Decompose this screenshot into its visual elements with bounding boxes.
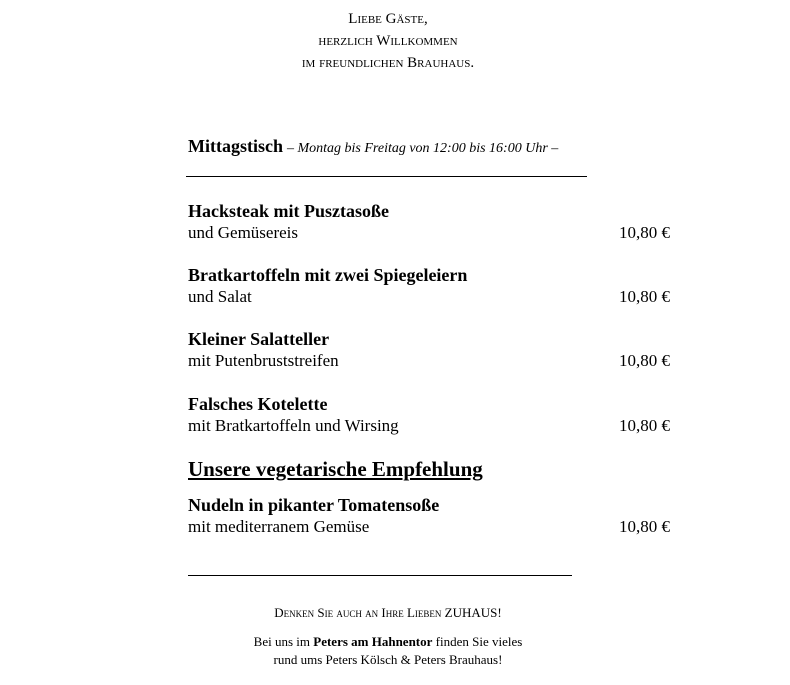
footer-tagline: Denken Sie auch an Ihre Lieben ZUHAUS! — [274, 605, 502, 620]
menu-item — [188, 200, 670, 244]
mittagstisch-title: Mittagstisch — [188, 136, 283, 156]
menu-item-name: Hacksteak mit Pusztasoße — [188, 201, 389, 221]
menu-item-description: und Salat — [188, 287, 252, 306]
greeting-line-2: herzlich Willkommen — [318, 33, 458, 49]
footer-divider — [188, 575, 572, 576]
vegetarian-menu-item — [188, 494, 670, 538]
menu-item-price: 10,80 € — [619, 223, 670, 242]
greeting — [0, 8, 776, 74]
menu-item-description: mit mediterranem Gemüse — [188, 517, 370, 536]
menu-item-name: Nudeln in pikanter Tomatensoße — [188, 495, 440, 515]
footer-promo-post: finden Sie vieles — [432, 634, 523, 649]
menu-item-description: mit Putenbruststreifen — [188, 351, 339, 370]
menu-item — [188, 328, 670, 372]
greeting-line-3: im freundlichen Brauhaus. — [301, 55, 475, 71]
vegetarian-heading: Unsere vegetarische Empfehlung — [188, 457, 483, 481]
menu-item — [188, 393, 670, 437]
greeting-line-1: Liebe Gäste, — [348, 11, 428, 27]
mittagstisch-hours: – Montag bis Freitag von 12:00 bis 16:00 Uhr – — [286, 141, 559, 156]
footer-promo — [0, 633, 776, 669]
footer-restaurant-name: Peters am Hahnentor — [313, 634, 433, 649]
menu-item — [188, 264, 670, 308]
menu-item-price: 10,80 € — [619, 351, 670, 370]
header-divider — [186, 176, 587, 177]
menu-item-description: mit Bratkartoffeln und Wirsing — [188, 416, 399, 435]
footer-promo-line-2: rund ums Peters Kölsch & Peters Brauhaus! — [273, 652, 503, 667]
mittagstisch-header — [188, 136, 558, 157]
menu-item-name: Bratkartoffeln mit zwei Spiegeleiern — [188, 265, 468, 285]
footer-promo-pre: Bei uns im — [253, 634, 314, 649]
menu-item-name: Falsches Kotelette — [188, 394, 328, 414]
menu-item-description: und Gemüsereis — [188, 223, 299, 242]
menu-item-name: Kleiner Salatteller — [188, 329, 330, 349]
menu-item-price: 10,80 € — [619, 287, 670, 306]
menu-item-price: 10,80 € — [619, 517, 670, 536]
menu-item-price: 10,80 € — [619, 416, 670, 435]
